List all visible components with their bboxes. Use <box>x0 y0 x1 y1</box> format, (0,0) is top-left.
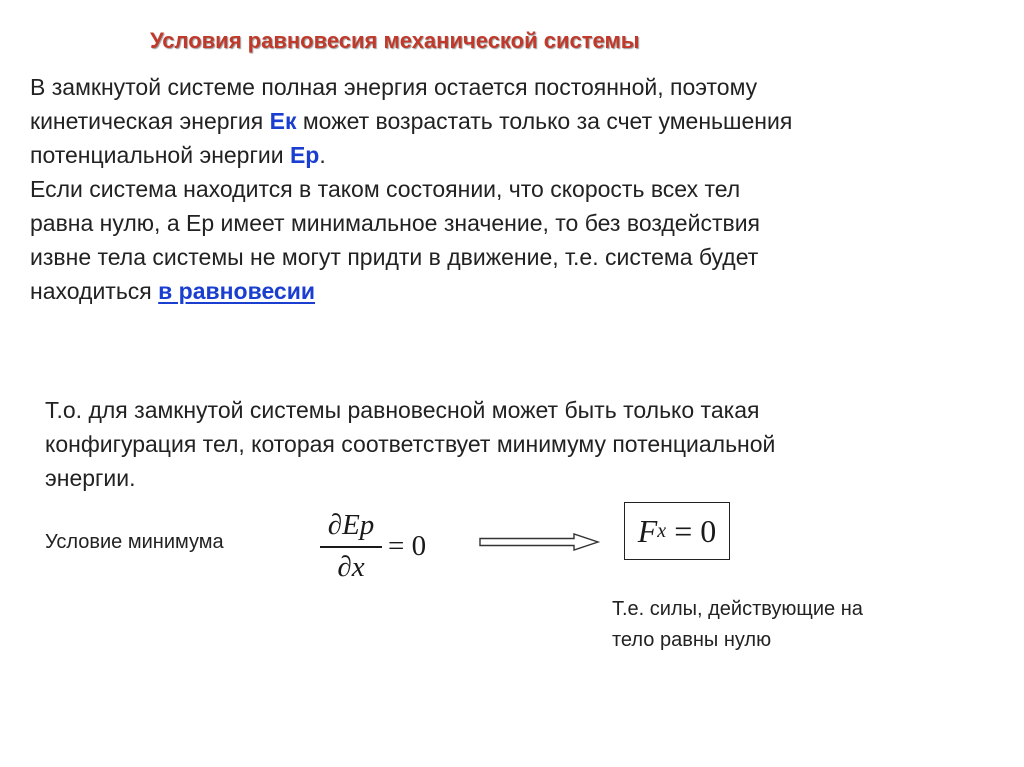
force-variable: F <box>637 512 658 549</box>
para2-line-2: конфигурация тел, которая соответствует минимуму потенциальной <box>45 431 776 457</box>
text-fragment: кинетическая энергия <box>30 108 270 134</box>
para1-line-4: Если система находится в таком состоянии, что скорость всех тел <box>30 176 741 202</box>
condition-label: Условие минимума <box>45 531 224 553</box>
para1-line-3 <box>30 138 1005 172</box>
derivative-fraction <box>320 508 382 584</box>
result-formula-box <box>624 502 730 560</box>
text-fragment: может возрастать только за счет уменьшения <box>296 108 793 134</box>
slide-title: Условия равновесия механической системы <box>150 28 640 53</box>
equals-zero: = 0 <box>388 530 427 562</box>
forces-note <box>612 594 863 656</box>
para2-line-3: энергии. <box>45 465 136 491</box>
energy-paragraph <box>30 70 1005 308</box>
para1-line-5: равна нулю, а Ер имеет минимальное значение, то без воздействия <box>30 210 761 236</box>
result-equals: = 0 <box>674 512 717 549</box>
partial-symbol: ∂ <box>337 551 352 583</box>
para1-line-6: извне тела системы не могут придти в движение, т.е. система будет <box>30 244 759 270</box>
denominator-variable: x <box>351 551 365 583</box>
equilibrium-link[interactable]: в равновесии <box>158 278 316 304</box>
force-subscript: x <box>657 519 667 542</box>
text-fragment: потенциальной энергии <box>30 142 290 168</box>
partial-symbol: ∂ <box>327 509 343 541</box>
fraction-denominator <box>320 550 382 584</box>
note-line-1: Т.е. силы, действующие на <box>612 598 863 620</box>
potential-energy-symbol: Ер <box>289 142 320 168</box>
para2-line-1: Т.о. для замкнутой системы равновесной может быть только такая <box>45 397 760 423</box>
conclusion-paragraph <box>45 393 1005 495</box>
para1-line-2 <box>30 104 1005 138</box>
kinetic-energy-symbol: Ек <box>269 108 297 134</box>
fraction-bar <box>320 546 382 548</box>
para1-line-7 <box>30 274 1005 308</box>
text-fragment: . <box>319 142 326 168</box>
note-line-2: тело равны нулю <box>612 629 772 651</box>
double-line-right-arrow-icon <box>478 532 602 552</box>
numerator-variable: Ep <box>342 509 375 541</box>
fraction-numerator <box>320 508 382 542</box>
para1-line-1: В замкнутой системе полная энергия остается постоянной, поэтому <box>30 74 758 100</box>
text-fragment: находиться <box>30 278 159 304</box>
